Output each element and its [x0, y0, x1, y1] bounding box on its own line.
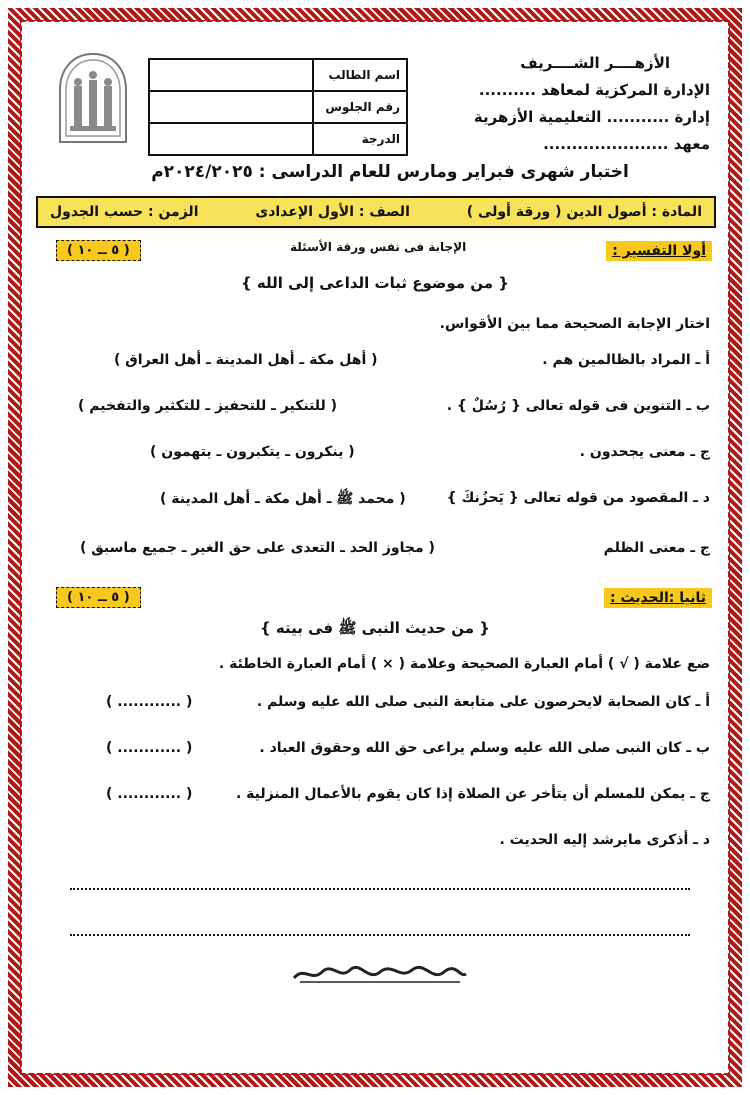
q2d: د ـ أذكرى مايرشد إليه الحديث .: [499, 832, 710, 848]
class-label: الصف : الأول الإعدادى: [255, 204, 410, 220]
header-line-3: إدارة ........... التعليمية الأزهرية: [473, 108, 710, 126]
grade-field[interactable]: [149, 123, 313, 155]
grade-label: الدرجة: [313, 123, 407, 155]
q1a-options: ( أهل مكة ـ أهل المدينة ـ أهل العراق ): [114, 352, 378, 368]
q1c-options: ( ينكرون ـ يتكبرون ـ يتهمون ): [150, 444, 355, 460]
answer-note: الإجابة فى نفس ورقة الأسئلة: [290, 240, 467, 254]
q2c: ج ـ يمكن للمسلم أن يتأخر عن الصلاة إذا كان يقوم بالأعمال المنزلية .: [235, 786, 710, 802]
q1d: د ـ المقصود من قوله تعالى { يَحزُنكَ }: [446, 490, 710, 506]
q1d-options: ( محمد ﷺ ـ أهل مكة ـ أهل المدينة ): [160, 491, 406, 507]
section2-title: ثانيا :الحديث :: [604, 588, 712, 608]
q1b: ب ـ التنوين فى قوله تعالى { رُسُلٌ } .: [446, 398, 710, 414]
exam-title: اختبار شهرى فبراير ومارس للعام الدراسى : ٢٠٢٤/٢٠٢٥م: [151, 162, 629, 182]
student-name-label: اسم الطالب: [313, 59, 407, 91]
subject-label: المادة : أصول الدين ( ورقة أولى ): [466, 204, 702, 220]
section1-title-wrap: [606, 240, 712, 259]
section1-title: أولا التفسير :: [606, 241, 712, 261]
q1a: أ ـ المراد بالظالمين هم .: [542, 352, 710, 368]
seat-number-field[interactable]: [149, 91, 313, 123]
section2-range: ( ٥ ــ ١٠ ): [56, 587, 141, 608]
subject-bar: [36, 196, 716, 228]
section2-instruction: ضع علامة ( √ ) أمام العبارة الصحيحة وعلامة ( × ) أمام العبارة الخاطئة .: [218, 656, 710, 672]
time-label: الزمن : حسب الجدول: [50, 204, 199, 220]
answer-line-1[interactable]: [70, 886, 690, 890]
q2c-blank[interactable]: ( ............ ): [106, 786, 193, 802]
section2-topic: { من حديث النبى ﷺ فى بيته }: [260, 619, 490, 637]
q1e-options: ( مجاوز الحد ـ التعدى على حق الغير ـ جميع ماسبق ): [80, 540, 435, 556]
student-info-table: [148, 58, 408, 156]
section1-topic: { من موضوع ثبات الداعى إلى الله }: [241, 274, 509, 292]
section2-title-wrap: [604, 587, 712, 606]
header-line-2: الإدارة المركزية لمعاهد ..........: [478, 81, 710, 99]
answer-line-2[interactable]: [70, 932, 690, 936]
q2a: أ ـ كان الصحابة لايحرصون على متابعة النبى صلى الله عليه وسلم .: [256, 694, 710, 710]
header-line-1: الأزهــــر الشــــريف: [520, 54, 670, 72]
header-line-4: معهد ......................: [543, 135, 710, 153]
handwritten-signature-icon: [290, 960, 470, 986]
school-header: [450, 50, 710, 158]
student-name-field[interactable]: [149, 59, 313, 91]
q2b: ب ـ كان النبى صلى الله عليه وسلم يراعى حق الله وحقوق العباد .: [259, 740, 710, 756]
al-azhar-logo-icon: [52, 50, 134, 146]
section1-range: ( ٥ ــ ١٠ ): [56, 240, 141, 261]
q1b-options: ( للتنكير ـ للتحفيز ـ للتكثير والتفخيم ): [78, 398, 338, 414]
q1e: ج ـ معنى الظلم: [603, 540, 710, 556]
q2b-blank[interactable]: ( ............ ): [106, 740, 193, 756]
q2a-blank[interactable]: ( ............ ): [106, 694, 193, 710]
section1-instruction: اختار الإجابة الصحيحة مما بين الأقواس.: [439, 316, 710, 332]
q1c: ج ـ معنى يجحدون .: [579, 444, 710, 460]
seat-number-label: رقم الجلوس: [313, 91, 407, 123]
